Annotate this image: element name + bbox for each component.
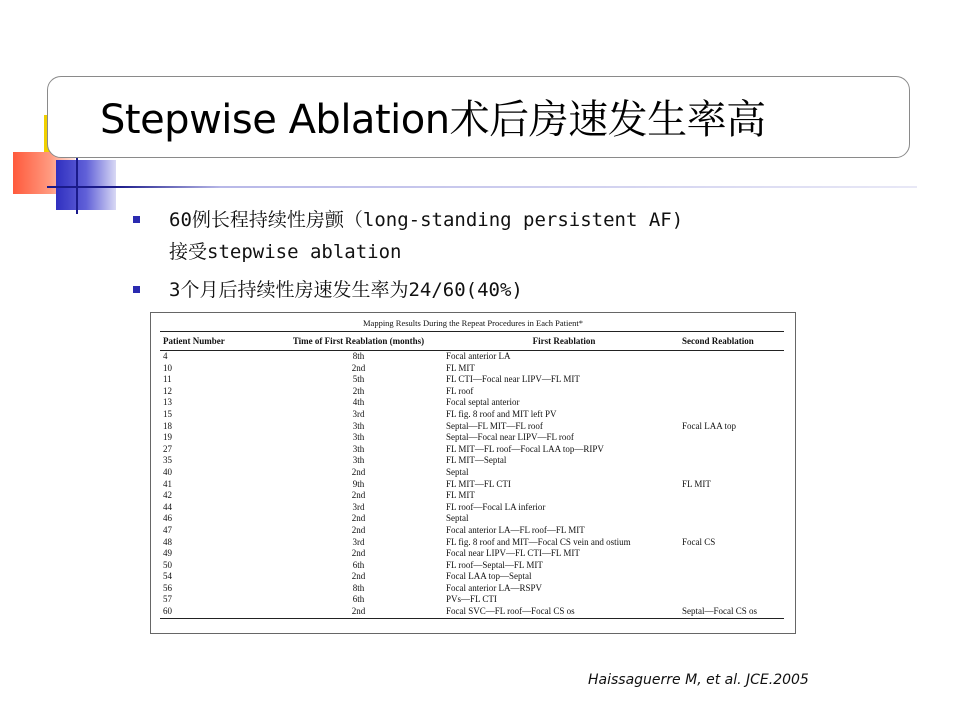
- cell-first-reablation: Septal: [446, 513, 469, 524]
- cell-first-reablation: Focal anterior LA—FL roof—FL MIT: [446, 524, 585, 535]
- table-row: [160, 351, 784, 363]
- cell-first-reablation: FL MIT—FL roof—Focal LAA top—RIPV: [446, 443, 604, 454]
- cell-time: 2nd: [351, 513, 366, 524]
- cell-time: 9th: [352, 478, 365, 489]
- decor-horizontal-line: [47, 186, 917, 188]
- cell-second-reablation: [682, 490, 784, 502]
- cell-first-reablation: FL roof—Septal—FL MIT: [446, 559, 543, 570]
- table-row: [160, 479, 784, 491]
- table-row: [160, 421, 784, 433]
- table-header-row: [160, 332, 784, 351]
- cell-time: 8th: [352, 351, 365, 361]
- cell-patient-number: 15: [163, 408, 172, 419]
- table-row: [160, 560, 784, 572]
- cell-patient-number: 48: [163, 536, 172, 547]
- cell-patient-number: 4: [163, 351, 168, 361]
- cell-time: 3th: [352, 432, 365, 443]
- cell-first-reablation: Focal septal anterior: [446, 397, 520, 408]
- cell-patient-number: 50: [163, 559, 172, 570]
- slide-title: Stepwise Ablation术后房速发生率高: [100, 97, 766, 143]
- bullet-text: 60例长程持续性房颤（long-standing persistent AF): [169, 209, 684, 231]
- table-row: [160, 513, 784, 525]
- table-row: [160, 537, 784, 549]
- cell-first-reablation: Focal anterior LA: [446, 351, 511, 361]
- cell-first-reablation: FL MIT: [446, 490, 475, 501]
- cell-second-reablation: [682, 548, 784, 560]
- bullet-text: 3个月后持续性房速发生率为24/60(40%): [169, 279, 523, 301]
- cell-second-reablation: [682, 351, 784, 363]
- cell-patient-number: 46: [163, 513, 172, 524]
- bullet-list: [133, 204, 933, 306]
- bullet-item: [133, 204, 933, 268]
- bullet-item: [133, 274, 933, 306]
- cell-time: 2nd: [351, 524, 366, 535]
- cell-patient-number: 57: [163, 594, 172, 605]
- table-row: [160, 606, 784, 618]
- table-row: [160, 374, 784, 386]
- cell-patient-number: 60: [160, 606, 271, 618]
- cell-patient-number: 11: [163, 374, 172, 385]
- cell-second-reablation: [682, 374, 784, 386]
- cell-patient-number: 49: [163, 548, 172, 559]
- bullet-text-cont: 接受stepwise ablation: [169, 241, 402, 263]
- cell-first-reablation: Septal—FL MIT—FL roof: [446, 420, 543, 431]
- cell-first-reablation: PVs—FL CTI: [446, 594, 497, 605]
- cell-time: 5th: [352, 374, 365, 385]
- cell-second-reablation: [682, 397, 784, 409]
- cell-time: 2nd: [351, 548, 366, 559]
- cell-patient-number: 42: [163, 490, 172, 501]
- cell-time: 3th: [352, 443, 365, 454]
- header-time-first-reablation: Time of First Reablation (months): [271, 332, 446, 351]
- cell-second-reablation: Focal CS: [682, 536, 716, 547]
- decor-blue-block: [56, 160, 116, 210]
- table-body: [160, 351, 784, 619]
- cell-time: 3rd: [352, 501, 365, 512]
- table-row: [160, 467, 784, 479]
- cell-time: 3rd: [352, 408, 365, 419]
- cell-patient-number: 19: [163, 432, 172, 443]
- table-row: [160, 594, 784, 606]
- cell-first-reablation: Focal LAA top—Septal: [446, 571, 532, 582]
- header-first-reablation: First Reablation: [446, 332, 682, 351]
- table-row: [160, 444, 784, 456]
- cell-second-reablation: Focal LAA top: [682, 420, 736, 431]
- cell-first-reablation: Septal—Focal near LIPV—FL roof: [446, 432, 574, 443]
- cell-time: 8th: [352, 582, 365, 593]
- cell-patient-number: 56: [163, 582, 172, 593]
- cell-second-reablation: [682, 467, 784, 479]
- cell-second-reablation: [682, 571, 784, 583]
- cell-second-reablation: FL MIT: [682, 478, 711, 489]
- cell-patient-number: 41: [163, 478, 172, 489]
- cell-first-reablation: FL CTI—Focal near LIPV—FL MIT: [446, 374, 580, 385]
- cell-first-reablation: FL MIT: [446, 362, 475, 373]
- cell-patient-number: 10: [163, 362, 172, 373]
- table-row: [160, 583, 784, 595]
- cell-time: 2nd: [271, 606, 446, 618]
- table-row: [160, 502, 784, 514]
- cell-patient-number: 12: [163, 385, 172, 396]
- cell-time: 2th: [352, 385, 365, 396]
- cell-second-reablation: [682, 525, 784, 537]
- cell-second-reablation: [682, 409, 784, 421]
- cell-second-reablation: [682, 386, 784, 398]
- header-second-reablation: Second Reablation: [682, 332, 784, 351]
- mapping-results-table-figure: [150, 312, 796, 634]
- cell-first-reablation: Focal near LIPV—FL CTI—FL MIT: [446, 548, 580, 559]
- cell-time: 2nd: [351, 571, 366, 582]
- cell-time: 3th: [352, 455, 365, 466]
- cell-time: 2nd: [351, 490, 366, 501]
- cell-second-reablation: [682, 363, 784, 375]
- table-row: [160, 548, 784, 560]
- table-row: [160, 397, 784, 409]
- cell-first-reablation: Septal: [446, 466, 469, 477]
- cell-patient-number: 44: [163, 501, 172, 512]
- table-row: [160, 386, 784, 398]
- table-row: [160, 432, 784, 444]
- cell-first-reablation: FL MIT—FL CTI: [446, 478, 511, 489]
- table-row: [160, 409, 784, 421]
- cell-patient-number: 13: [163, 397, 172, 408]
- cell-first-reablation: Focal SVC—FL roof—Focal CS os: [446, 606, 682, 618]
- cell-first-reablation: FL fig. 8 roof and MIT left PV: [446, 408, 557, 419]
- table-row: [160, 455, 784, 467]
- cell-time: 6th: [352, 594, 365, 605]
- cell-time: 4th: [352, 397, 365, 408]
- cell-patient-number: 40: [163, 466, 172, 477]
- cell-second-reablation: [682, 594, 784, 606]
- cell-first-reablation: FL fig. 8 roof and MIT—Focal CS vein and ostium: [446, 536, 631, 547]
- cell-patient-number: 54: [163, 571, 172, 582]
- cell-time: 6th: [352, 559, 365, 570]
- cell-first-reablation: Focal anterior LA—RSPV: [446, 582, 542, 593]
- table-row: [160, 571, 784, 583]
- cell-patient-number: 47: [163, 524, 172, 535]
- cell-time: 3th: [352, 420, 365, 431]
- cell-second-reablation: [682, 444, 784, 456]
- header-patient-number: Patient Number: [160, 332, 271, 351]
- citation: Haissaguerre M, et al. JCE.2005: [588, 672, 809, 688]
- table-row: [160, 363, 784, 375]
- cell-second-reablation: [682, 502, 784, 514]
- bullet-square-icon: [133, 216, 140, 223]
- cell-first-reablation: FL roof: [446, 385, 474, 396]
- cell-time: 3rd: [352, 536, 365, 547]
- cell-time: 2nd: [351, 466, 366, 477]
- cell-second-reablation: Septal—Focal CS os: [682, 606, 784, 618]
- cell-patient-number: 35: [163, 455, 172, 466]
- table-caption: Mapping Results During the Repeat Procedures in Each Patient*: [362, 318, 583, 328]
- cell-second-reablation: [682, 455, 784, 467]
- cell-patient-number: 27: [163, 443, 172, 454]
- cell-first-reablation: FL roof—Focal LA inferior: [446, 501, 546, 512]
- cell-first-reablation: FL MIT—Septal: [446, 455, 507, 466]
- cell-second-reablation: [682, 513, 784, 525]
- bullet-square-icon: [133, 286, 140, 293]
- cell-second-reablation: [682, 560, 784, 572]
- cell-patient-number: 18: [163, 420, 172, 431]
- cell-second-reablation: [682, 432, 784, 444]
- mapping-results-table: [160, 331, 784, 619]
- cell-second-reablation: [682, 583, 784, 595]
- table-row: [160, 490, 784, 502]
- cell-time: 2nd: [351, 362, 366, 373]
- table-row: [160, 525, 784, 537]
